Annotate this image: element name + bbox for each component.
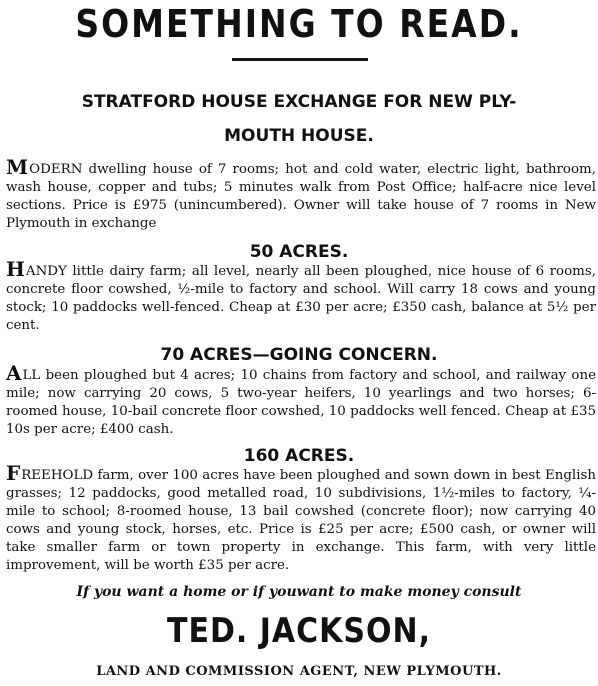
listing-body: little dairy farm; all level, nearly all been ploughed, nice house of 6 rooms, concrete floor cowshed, ½-mile to factory and school. Will carry 18 cows and young stock; 10 paddocks well-fenced. Cheap at £30 per acre; £350 cash, balance at 5½ per cent. <box>6 264 596 333</box>
agent-name: TED. JACKSON, <box>167 612 431 652</box>
listing-heading-70-acres: 70 ACRES—GOING CONCERN. <box>160 345 438 365</box>
listing-70-acres <box>6 361 596 439</box>
agent-title: LAND AND COMMISSION AGENT, NEW PLYMOUTH. <box>96 664 502 679</box>
listing-heading-50-acres: 50 ACRES. <box>249 242 349 262</box>
drop-cap: A <box>6 361 22 385</box>
headline-line-2: MOUTH HOUSE. <box>224 126 374 146</box>
listing-body: been ploughed but 4 acres; 10 chains from factory and school, and railway one mile; now carrying 20 cows, 5 two-year heifers, 10 yearlings and two horses; 6-roomed house, 10-bail concrete floor cowshed, 10 paddocks well fenced. Cheap at £35 10s per acre; £400 cash. <box>6 368 596 437</box>
listing-heading-160-acres: 160 ACRES. <box>243 446 355 466</box>
masthead-title: SOMETHING TO READ. <box>75 1 523 46</box>
lead-word: REEHOLD <box>21 468 94 483</box>
drop-cap: H <box>6 257 25 281</box>
lead-word: ANDY <box>25 264 67 279</box>
drop-cap: F <box>6 461 21 485</box>
lead-word: LL <box>22 368 41 383</box>
listing-house <box>6 155 596 233</box>
slogan: If you want a home or if youwant to make money consult <box>76 584 522 600</box>
lead-word: ODERN <box>29 162 83 177</box>
listing-160-acres <box>6 461 596 575</box>
masthead-rule <box>232 58 368 61</box>
listing-body: farm, over 100 acres have been ploughed and sown down in best English grasses; 12 paddocks, good metalled road, 10 subdivisions, 1½-miles to factory, ¼-mile to school; 8-roomed house, 13 bail cowshed (concrete floor); now carrying 40 cows and young stock, horses, etc. Price is £25 per acre; £500 cash, or owner will take smaller farm or town property in exchange. This farm, with very little improvement, will be worth £35 per acre. <box>6 468 596 573</box>
headline-line-1: STRATFORD HOUSE EXCHANGE FOR NEW PLY- <box>81 92 517 112</box>
listing-body: dwelling house of 7 rooms; hot and cold water, electric light, bathroom, wash house, copper and tubs; 5 minutes walk from Post Office; half-acre nice level sections. Price is £975 (unincumbered). Owner will take house of 7 rooms in New Plymouth in exchange <box>6 162 596 231</box>
listing-50-acres <box>6 257 596 335</box>
drop-cap: M <box>6 155 29 179</box>
